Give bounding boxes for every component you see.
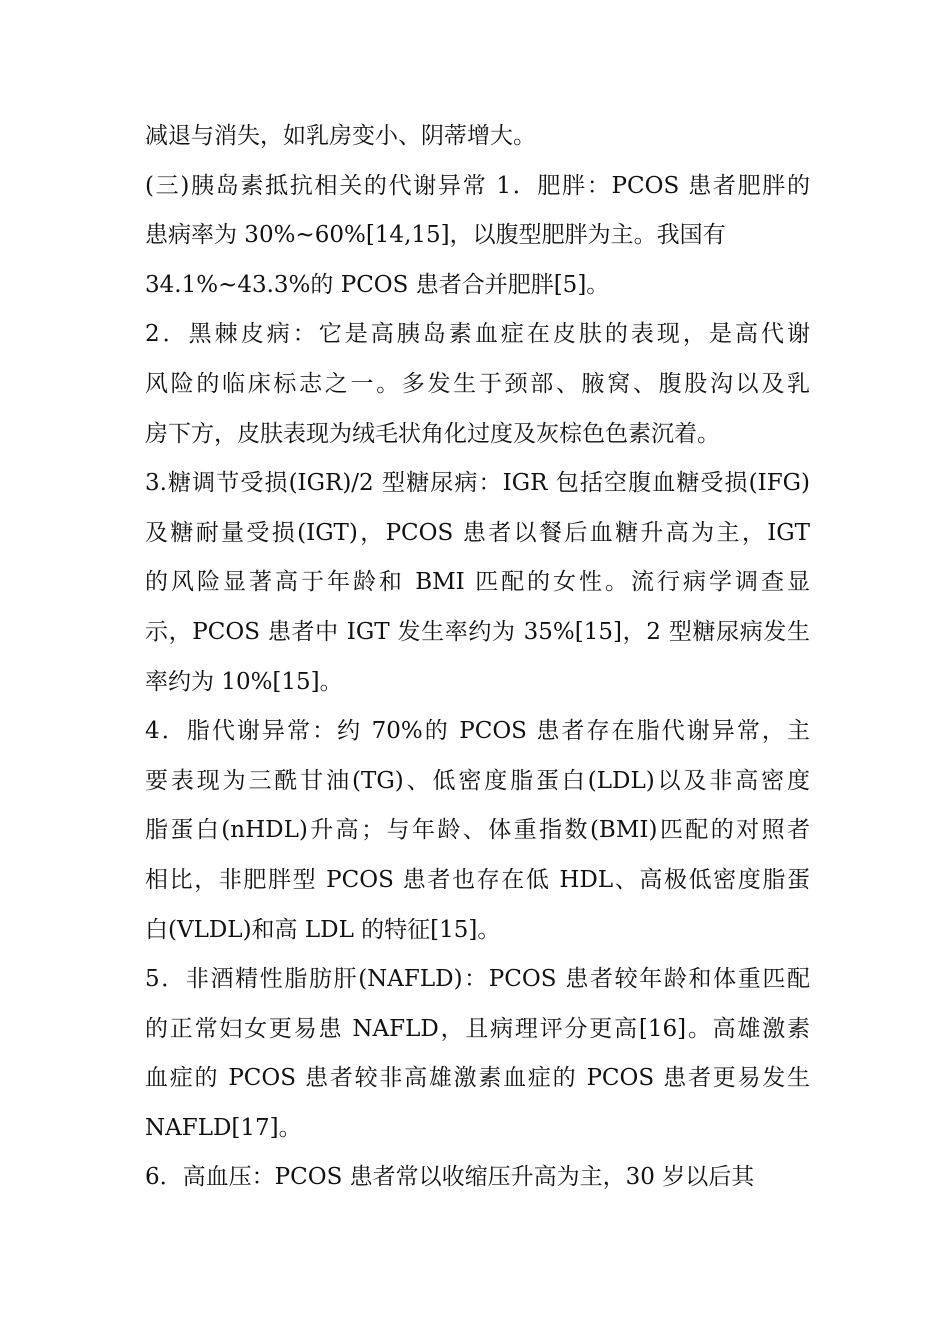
- text-line: 要表现为三酰甘油(TG)、低密度脂蛋白(LDL)以及非高密度: [145, 767, 810, 794]
- text-line: 房下方，皮肤表现为绒毛状角化过度及灰棕色色素沉着。: [145, 420, 720, 447]
- text-line: 34.1%~43.3%的 PCOS 患者合并肥胖[5]。: [145, 271, 610, 298]
- text-line: 3.糖调节受损(IGR)/2 型糖尿病：IGR 包括空腹血糖受损(IFG): [145, 470, 810, 497]
- text-line: 2．黑棘皮病：它是高胰岛素血症在皮肤的表现，是高代谢: [145, 321, 810, 348]
- text-line: 患病率为 30%~60%[14,15]，以腹型肥胖为主。我国有: [145, 222, 726, 249]
- text-line: 及糖耐量受损(IGT)，PCOS 患者以餐后血糖升高为主，IGT: [145, 519, 810, 546]
- text-line: 示，PCOS 患者中 IGT 发生率约为 35%[15]，2 型糖尿病发生: [145, 618, 810, 645]
- text-line: 5．非酒精性脂肪肝(NAFLD)：PCOS 患者较年龄和体重匹配: [145, 966, 810, 993]
- text-line: (三)胰岛素抵抗相关的代谢异常 1．肥胖：PCOS 患者肥胖的: [145, 172, 810, 199]
- text-line: 的风险显著高于年龄和 BMI 匹配的女性。流行病学调查显: [145, 569, 810, 596]
- text-line: 风险的临床标志之一。多发生于颈部、腋窝、腹股沟以及乳: [145, 370, 810, 397]
- text-line: 减退与消失，如乳房变小、阴蒂增大。: [145, 123, 536, 149]
- text-line: 相比，非肥胖型 PCOS 患者也存在低 HDL、高极低密度脂蛋: [145, 866, 810, 893]
- text-line: 的正常妇女更易患 NAFLD，且病理评分更高[16]。高雄激素: [145, 1015, 810, 1042]
- text-line: 白(VLDL)和高 LDL 的特征[15]。: [145, 916, 501, 943]
- text-line: 血症的 PCOS 患者较非高雄激素血症的 PCOS 患者更易发生: [145, 1065, 810, 1092]
- text-line: 6．高血压：PCOS 患者常以收缩压升高为主，30 岁以后其: [145, 1164, 755, 1191]
- text-line: 脂蛋白(nHDL)升高；与年龄、体重指数(BMI)匹配的对照者: [145, 817, 810, 844]
- text-line: NAFLD[17]。: [145, 1114, 302, 1141]
- body-text: [145, 112, 810, 1203]
- text-line: 4．脂代谢异常：约 70%的 PCOS 患者存在脂代谢异常，主: [145, 718, 810, 745]
- text-line: 率约为 10%[15]。: [145, 668, 343, 695]
